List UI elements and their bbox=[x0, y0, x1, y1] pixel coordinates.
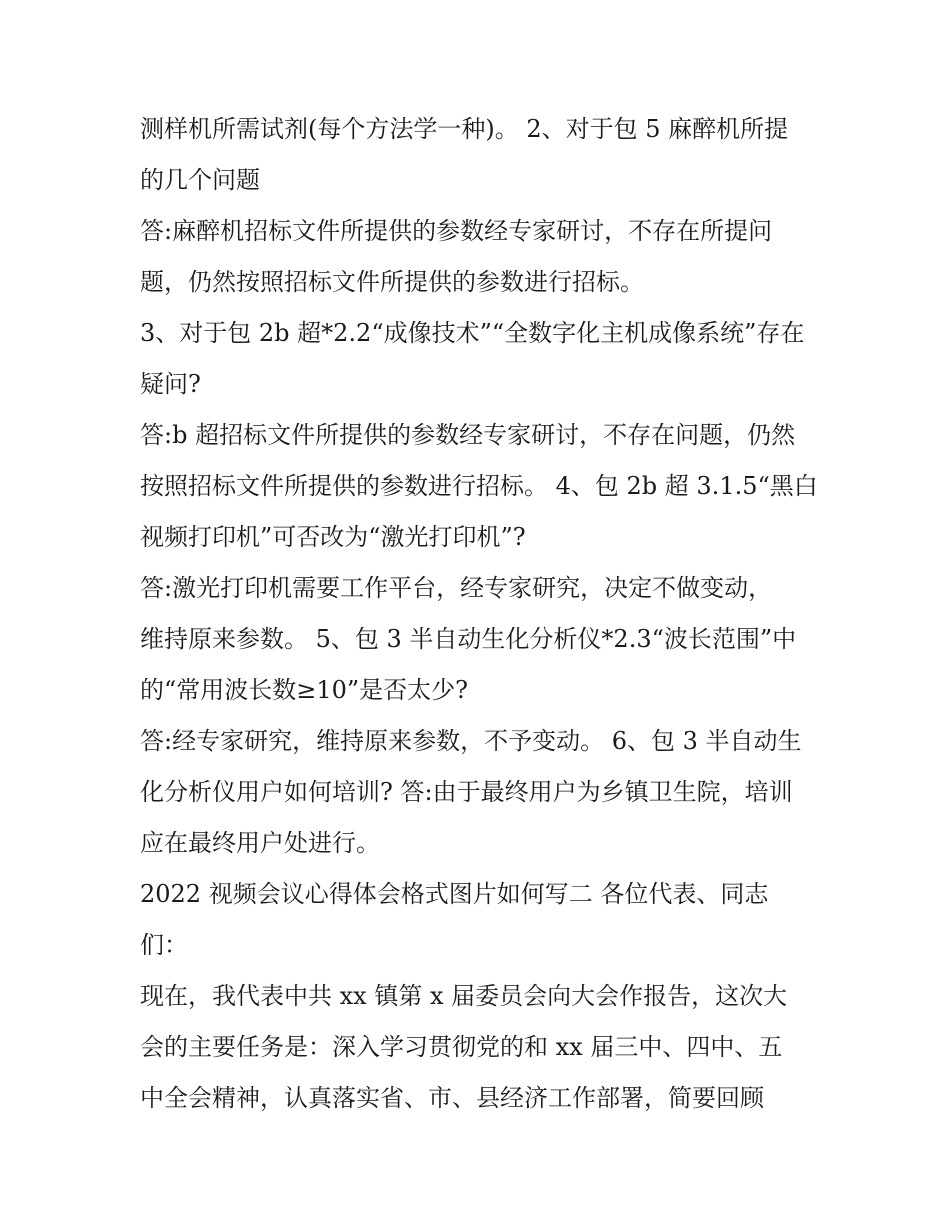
text-line: 应在最终用户处进行。 bbox=[140, 829, 380, 857]
text-line: 的“常用波长数≥10”是否太少? bbox=[140, 676, 469, 704]
text-line: 答:激光打印机需要工作平台，经专家研究，决定不做变动， bbox=[140, 574, 773, 602]
text-line: 维持原来参数。 5、包 3 半自动生化分析仪*2.3“波长范围”中 bbox=[140, 625, 797, 653]
text-line: 题，仍然按照招标文件所提供的参数进行招标。 bbox=[140, 268, 644, 296]
text-line: 答:经专家研究，维持原来参数，不予变动。 6、包 3 半自动生 bbox=[140, 727, 802, 755]
text-line: 测样机所需试剂(每个方法学一种)。 2、对于包 5 麻醉机所提 bbox=[140, 115, 789, 143]
text-line: 疑问? bbox=[140, 370, 201, 398]
text-line: 化分析仪用户如何培训? 答:由于最终用户为乡镇卫生院，培训 bbox=[140, 778, 793, 806]
document-body bbox=[140, 104, 820, 1124]
text-line: 答:麻醉机招标文件所提供的参数经专家研讨，不存在所提问 bbox=[140, 217, 773, 245]
text-line: 会的主要任务是：深入学习贯彻党的和 xx 届三中、四中、五 bbox=[140, 1033, 783, 1061]
text-line: 3、对于包 2b 超*2.2“成像技术”“全数字化主机成像系统”存在 bbox=[140, 319, 805, 347]
text-line: 的几个问题 bbox=[140, 166, 260, 194]
text-line: 按照招标文件所提供的参数进行招标。 4、包 2b 超 3.1.5“黑白 bbox=[140, 472, 818, 500]
text-line: 现在，我代表中共 xx 镇第 x 届委员会向大会作报告，这次大 bbox=[140, 982, 788, 1010]
text-line: 视频打印机”可否改为“激光打印机”? bbox=[140, 523, 526, 551]
text-line: 中全会精神，认真落实省、市、县经济工作部署，简要回顾 bbox=[140, 1084, 764, 1112]
text-line: 答:b 超招标文件所提供的参数经专家研讨，不存在问题，仍然 bbox=[140, 421, 796, 449]
text-line: 2022 视频会议心得体会格式图片如何写二 各位代表、同志 bbox=[140, 880, 769, 908]
text-line: 们： bbox=[140, 931, 188, 959]
